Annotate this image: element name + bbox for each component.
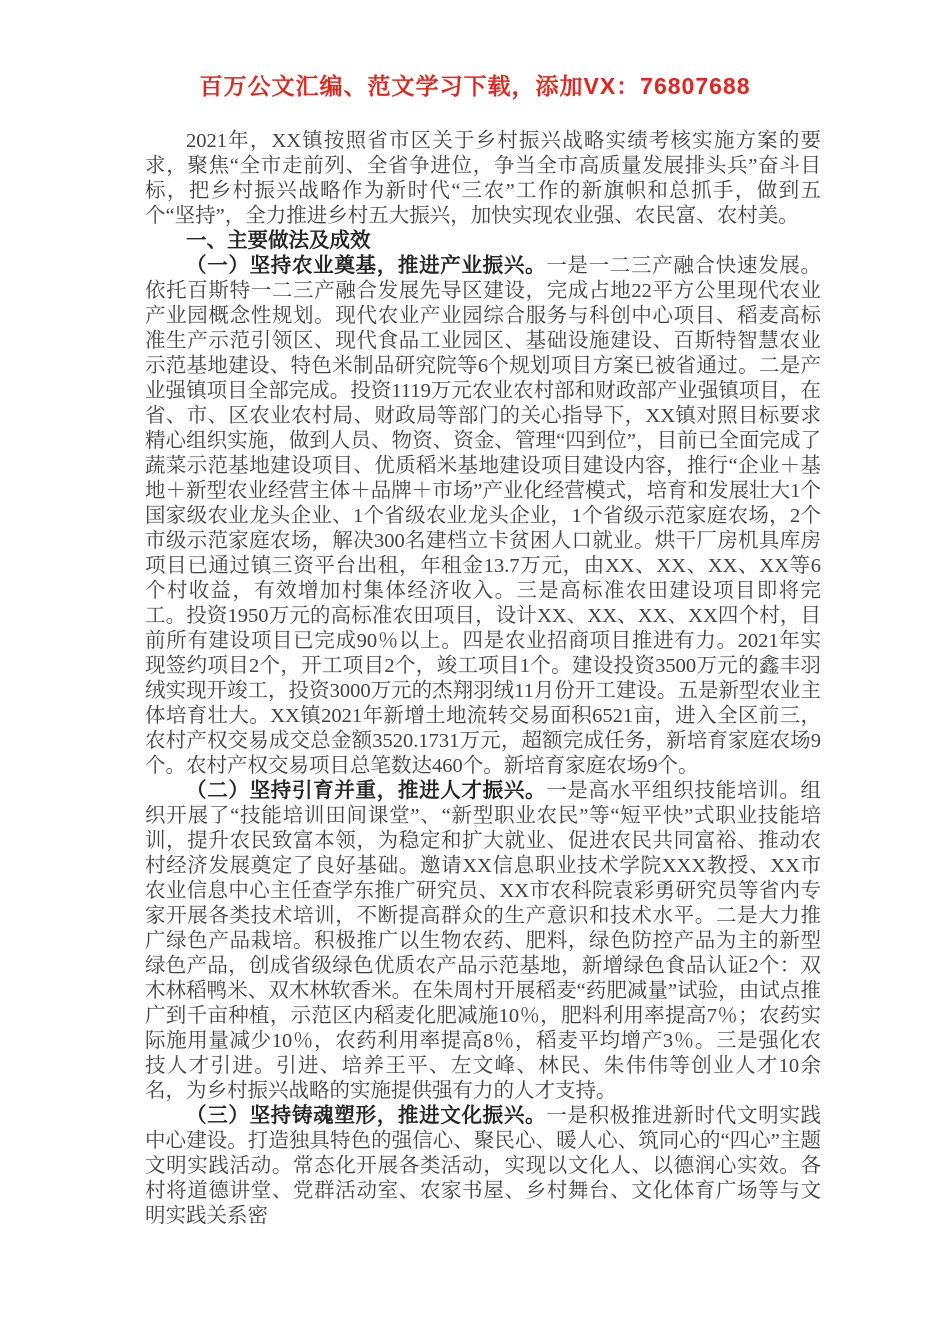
paragraph-industry-revitalization (145, 254, 821, 779)
paragraph-talent-text: 一是高水平组织技能培训。组织开展了“技能培训田间课堂”、“新型职业农民”等“短平快”式职业技能培训，提升农民致富本领，为稳定和扩大就业、促进农民共同富裕、推动农村经济发展奠定了良好基础。邀请XX信息职业技术学院XXX教授、XX市农业信息中心主任查学东推广研究员、XX市农科院袁彩勇研究员等省内专家开展各类技术培训，不断提高群众的生产意识和技术水平。二是大力推广绿色产品栽培。积极推广以生物农药、肥料，绿色防控产品为主的新型绿色产品，创成省级绿色优质农产品示范基地，新增绿色食品认证2个：双木林稻鸭米、双木林软香米。在朱周村开展稻麦“药肥减量”试验，由试点推广到千亩种植，示范区内稻麦化肥减施10％，肥料利用率提高7％；农药实际施用量减少10％，农药利用率提高8％，稻麦平均增产3％。三是强化农技人才引进。引进、培养王平、左文峰、林民、朱伟伟等创业人才10余名，为乡村振兴战略的实施提供强有力的人才支持。 (145, 780, 822, 1102)
paragraph-talent-revitalization (145, 779, 821, 1104)
section-heading-text: 一、主要做法及成效 (186, 230, 371, 252)
paragraph-industry-text: 一是一二三产融合快速发展。依托百斯特一二三产融合发展先导区建设，完成占地22平方公里现代农业产业园概念性规划。现代农业产业园综合服务与科创中心项目、稻麦高标准生产示范引领区、现代食品工业园区、基础设施建设、百斯特智慧农业示范基地建设、特色米制品研究院等6个规划项目方案已被省通过。二是产业强镇项目全部完成。投资1119万元农业农村部和财政部产业强镇项目，在省、市、区农业农村局、财政局等部门的关心指导下，XX镇对照目标要求精心组织实施，做到人员、物资、资金、管理“四到位”，目前已全面完成了蔬菜示范基地建设项目、优质稻米基地建设项目建设内容，推行“企业＋基地＋新型农业经营主体＋品牌＋市场”产业化经营模式，培育和发展壮大1个国家级农业龙头企业、1个省级农业龙头企业，1个省级示范家庭农场，2个市级示范家庭农场，解决300名建档立卡贫困人口就业。烘干厂房机具库房项目已通过镇三资平台出租，年租金13.7万元，由XX、XX、XX、XX等6个村收益，有效增加村集体经济收入。三是高标准农田建设项目即将完工。投资1950万元的高标准农田项目，设计XX、XX、XX、XX四个村，目前所有建设项目已完成90％以上。四是农业招商项目推进有力。2021年实现签约项目2个，开工项目2个，竣工项目1个。建设投资3500万元的鑫丰羽绒实现开竣工，投资3000万元的杰翔羽绒11月份开工建设。五是新型农业主体培育壮大。XX镇2021年新增土地流转交易面积6521亩，进入全区前三，农村产权交易成交总金额3520.1731万元，超额完成任务，新培育家庭农场9个。农村产权交易项目总笔数达460个。新培育家庭农场9个。 (145, 255, 822, 777)
paragraph-industry-lead: （一）坚持农业奠基，推进产业振兴。 (186, 255, 547, 277)
paragraph-intro (145, 129, 821, 229)
paragraph-talent-lead: （二）坚持引育并重，推进人才振兴。 (186, 780, 547, 802)
paragraph-culture-lead: （三）坚持铸魂塑形，推进文化振兴。 (186, 1105, 547, 1127)
paragraph-culture-text: 一是积极推进新时代文明实践中心建设。打造独具特色的强信心、聚民心、暖人心、筑同心的“四心”主题文明实践活动。常态化开展各类活动，实现以文化人、以德润心实效。各村将道德讲堂、党群活动室、农家书屋、乡村舞台、文化体育广场等与文明实践关系密 (145, 1105, 822, 1227)
document-body (145, 129, 821, 1229)
paragraph-intro-text: 2021年，XX镇按照省市区关于乡村振兴战略实绩考核实施方案的要求，聚焦“全市走前列、全省争进位，争当全市高质量发展排头兵”奋斗目标，把乡村振兴战略作为新时代“三农”工作的新旗帜和总抓手，做到五个“坚持”，全力推进乡村五大振兴，加快实现农业强、农民富、农村美。 (145, 130, 821, 227)
paragraph-culture-revitalization (145, 1104, 821, 1229)
section-heading-main-practices (145, 229, 821, 254)
watermark-header-text: 百万公文汇编、范文学习下载，添加VX：76807688 (199, 73, 751, 99)
